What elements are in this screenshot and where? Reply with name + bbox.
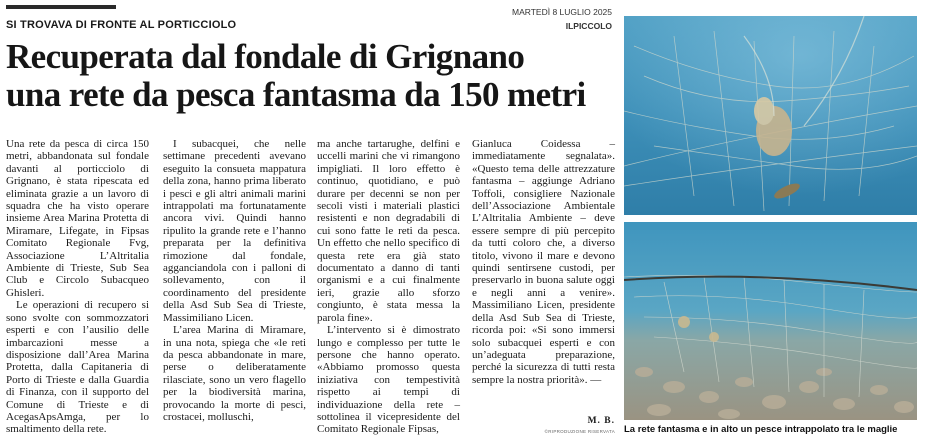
headline-line-1: Recuperata dal fondale di Grignano: [6, 37, 525, 76]
kicker: SI TROVAVA DI FRONTE AL PORTICCIOLO: [6, 19, 237, 31]
headline: [6, 38, 618, 114]
photo-fish-in-net: [624, 16, 917, 215]
paragraph: I subacquei, che nelle settimane precedenti avevano eseguito la consueta mappatura della zona, hanno prima liberato i pesci e gli altri animali marini intrappolati ma fortunatamente ancora vivi. Quindi hanno ripulito la grande rete e l’hanno preparata per la definitiva rimozione dal fondale, agganciandola con i palloni di sollevamento, con il coordinamento del presidente della Asd Sub Sea di Trieste, Massimiliano Licen.: [163, 138, 306, 324]
publication-date: MARTEDÌ 8 LUGLIO 2025: [512, 7, 612, 17]
underwater-photo-bottom: [624, 222, 917, 420]
headline-line-2: una rete da pesca fantasma da 150 metri: [6, 75, 586, 114]
paragraph: Gianluca Coidessa – immediatamente segnalata». «Questo tema delle attrezzature fantasma – aggiunge Adriano Toffoli, consigliere Nazionale dell’Associazione Ambientale L’Altritalia Ambiente – deve essere sempre di più percepito da tutti coloro che, a diverso titolo, vivono il mare e devono quindi sentirsene custodi, per preservarlo in buona salute oggi e negli anni a venire». Massimiliano Licen, presidente della Asd Sub Sea di Trieste, ricorda poi: «Si sono immersi solo subacquei esperti e con un’adeguata preparazione, perché la sicurezza di tutti resta sempre la nostra priorità». —: [472, 138, 615, 386]
paragraph: L’intervento si è dimostrato lungo e complesso per tutte le persone che hanno operato. «Abbiamo promosso questa iniziativa con tempestività rispetto ai tempi di individuazione della rete – sottolinea il vicepresidente del Comitato Regionale Fipsas,: [317, 324, 460, 436]
article-column-4: [472, 138, 615, 386]
newspaper-name: ILPICCOLO: [565, 21, 612, 31]
copyright-note: ©RIPRODUZIONE RISERVATA: [544, 429, 615, 434]
kicker-rule: [6, 5, 116, 9]
paragraph: ma anche tartarughe, delfini e uccelli marini che vi rimangono impigliati. Il loro effetto è continuo, quotidiano, e può durare per decenni se non per secoli visti i materiali plastici resistenti e non degradabili di cui sono fatte le reti da pesca. Un effetto che nello specifico di questa rete era già stato documentato a danno di tanti organismi e a cui finalmente ieri, grazie allo sforzo congiunto, è stata messa la parola fine».: [317, 138, 460, 324]
paragraph: L’area Marina di Miramare, in una nota, spiega che «le reti da pesca abbandonate in mare, perse o deliberatamente rilasciate, sono un vero flagello per la biodiversità marina, provocando la morte di pesci, crostacei, molluschi,: [163, 324, 306, 423]
paragraph: Le operazioni di recupero si sono svolte con sommozzatori esperti e con l’ausilio delle imbarcazioni messe a disposizione dall’Area Marina Protetta, dalla Capitaneria di Porto di Trieste e dalla Guardia di Finanza, con il supporto del Comune di Trieste e di AcegasApsAmga, per lo smaltimento della rete.: [6, 299, 149, 436]
article-body: [6, 138, 620, 438]
underwater-photo-top: [624, 16, 917, 215]
photo-caption: La rete fantasma e in alto un pesce intrappolato tra le maglie: [624, 424, 898, 435]
article-column-3: [317, 138, 460, 436]
author-signature: M. B.: [587, 416, 615, 426]
article-column-2: [163, 138, 306, 423]
article-column-1: [6, 138, 149, 436]
paragraph: Una rete da pesca di circa 150 metri, abbandonata sul fondale davanti al porticciolo di Grignano, è stata ripescata ed eliminata grazie a un lavoro di squadra che ha visto operare insieme Area Marina Protetta di Miramare, Lifegate, in Fipsas Comitato Regionale Fvg, Associazione L’Altritalia Ambiente di Trieste, Sub Sea Club e Circolo Subacqueo Ghisleri.: [6, 138, 149, 299]
photo-ghost-net: [624, 222, 917, 420]
